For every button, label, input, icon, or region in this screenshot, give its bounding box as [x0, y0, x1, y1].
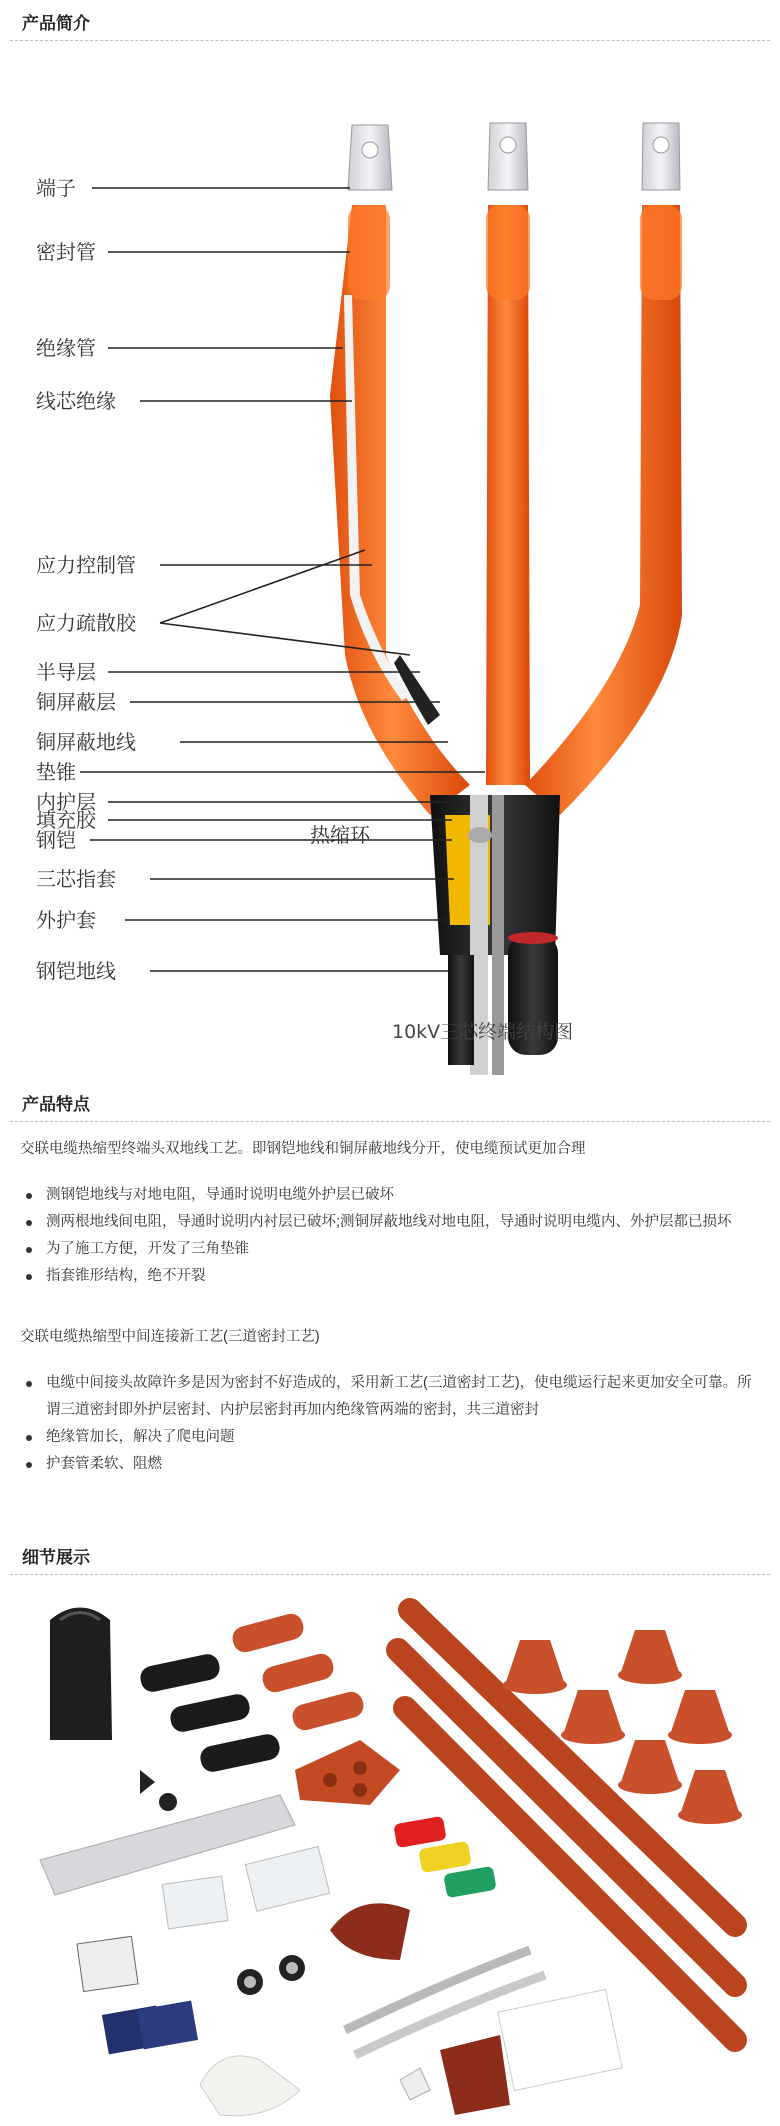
section-header-features — [10, 1087, 770, 1122]
filler-cone — [295, 1740, 400, 1805]
feature-paragraph-1: 交联电缆热缩型终端头双地线工艺。即钢铠地线和铜屏蔽地线分开，使电缆预试更加合理 — [20, 1141, 586, 1157]
label-sealing-tube: 密封管 — [36, 240, 96, 264]
label-heat-shrink-ring: 热缩环 — [310, 823, 370, 847]
label-filler-mastic: 填充胶 — [36, 808, 96, 832]
kit-components-photo — [0, 1590, 780, 2126]
diagram-caption: 10kV三芯终端结构图 — [392, 1021, 574, 1043]
list-item: 护套管柔软、阻燃 — [22, 1451, 752, 1478]
section-header-details — [10, 1540, 770, 1575]
label-terminal: 端子 — [36, 176, 76, 200]
list-item: 绝缘管加长，解决了爬电问题 — [22, 1424, 752, 1451]
label-steel-armor: 钢铠 — [36, 828, 76, 852]
black-tubes — [138, 1652, 282, 1774]
label-breakout-glove: 三芯指套 — [36, 867, 116, 891]
list-item: 电缆中间接头故障许多是因为密封不好造成的，采用新工艺(三道密封工艺)，使电缆运行起来更加安全可靠。所谓三道密封即外护层密封、内护层密封再加内绝缘管两端的密封，共三道密封 — [22, 1370, 752, 1424]
insulated-cores — [330, 205, 682, 815]
breakout-glove — [50, 1608, 112, 1741]
label-stress-relief-mastic: 应力疏散胶 — [36, 611, 136, 635]
label-leader-lines — [80, 188, 485, 971]
label-armor-earth: 钢铠地线 — [36, 959, 116, 983]
label-copper-screen-earth: 铜屏蔽地线 — [36, 730, 136, 754]
list-item: 测钢铠地线与对地电阻，导通时说明电缆外护层已破坏 — [22, 1182, 752, 1209]
list-item: 测两根地线间电阻，导通时说明内衬层已破坏;测铜屏蔽地线对地电阻，导通时说明电缆内、外护层都已损坏 — [22, 1209, 752, 1236]
label-filler-cone: 垫锥 — [36, 760, 76, 784]
list-item: 指套锥形结构，绝不开裂 — [22, 1263, 752, 1290]
label-copper-screen: 铜屏蔽层 — [36, 690, 116, 714]
feature-list-2 — [22, 1370, 752, 1478]
label-inner-sheath: 内护层 — [36, 790, 96, 814]
list-item: 为了施工方便，开发了三角垫锥 — [22, 1236, 752, 1263]
stress-mastic — [330, 1903, 410, 1960]
section-title: 产品特点 — [22, 1095, 90, 1114]
termination-structure-diagram — [0, 95, 780, 1075]
section-title: 细节展示 — [22, 1548, 90, 1567]
label-semi-conductive-layer: 半导层 — [36, 660, 96, 684]
label-outer-sheath: 外护套 — [36, 908, 96, 932]
section-header-intro — [10, 6, 770, 41]
feature-paragraph-2: 交联电缆热缩型中间连接新工艺(三道密封工艺) — [20, 1329, 320, 1345]
feature-list-1 — [22, 1182, 752, 1290]
sealing-tubes — [230, 1611, 366, 1733]
terminal-lugs — [348, 123, 680, 190]
label-insulation-tube: 绝缘管 — [36, 336, 96, 360]
insulation-tubes — [398, 1610, 735, 2040]
label-stress-control-tube: 应力控制管 — [36, 553, 136, 577]
label-core-insulation: 线芯绝缘 — [36, 389, 116, 413]
section-title: 产品简介 — [22, 14, 90, 33]
